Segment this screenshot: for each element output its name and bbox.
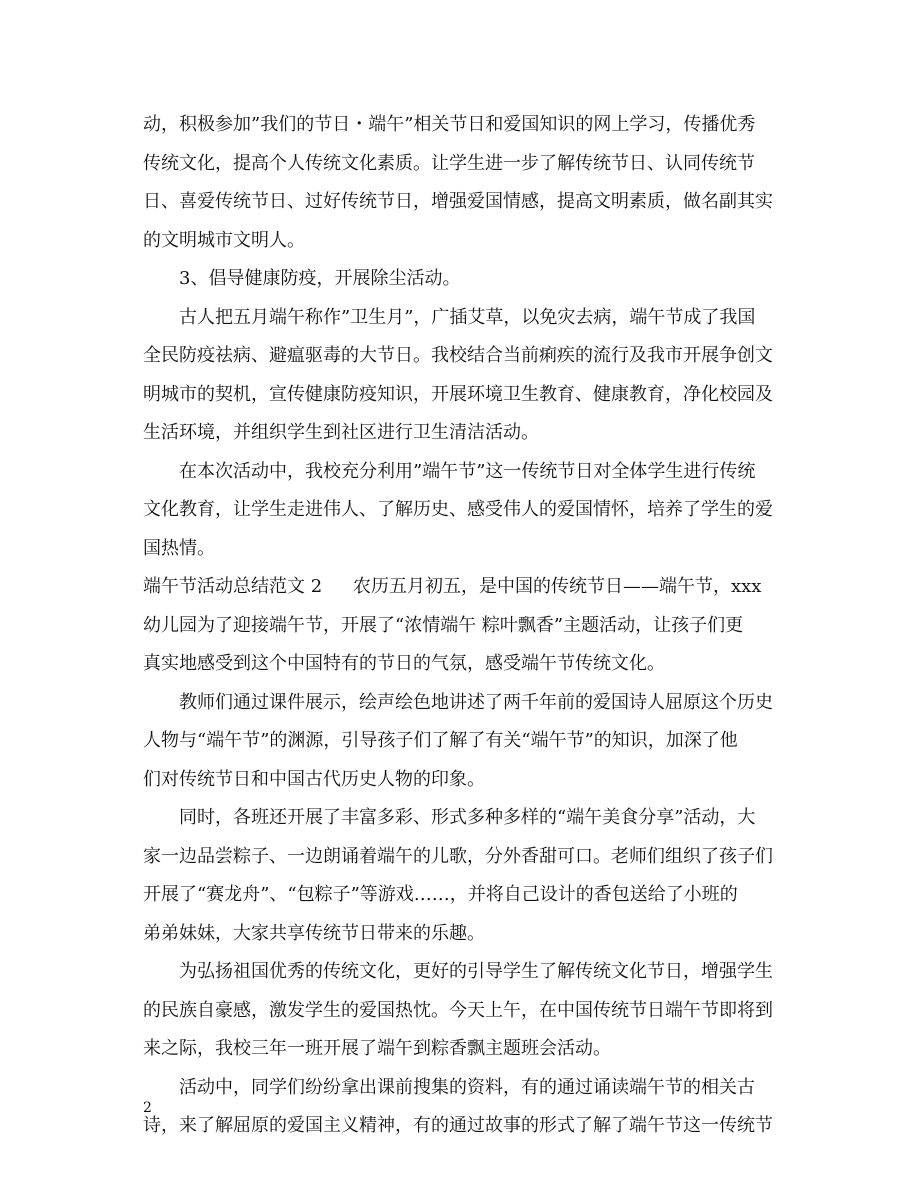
text-line: 的民族自豪感，激发学生的爱国热忱。今天上午，在中国传统节日端午节即将到 bbox=[143, 999, 773, 1021]
text-line: 家一边品尝粽子、一边朗诵着端午的儿歌，分外香甜可口。老师们组织了孩子们 bbox=[143, 845, 773, 867]
text-line: 生活环境，并组织学生到社区进行卫生清洁活动。 bbox=[143, 422, 539, 443]
text-line: 古人把五月端午称作”卫生月”，广插艾草，以免灾去病，端午节成了我国 bbox=[179, 306, 756, 328]
section-first-line: 农历五月初五，是中国的传统节日——端午节，xxx bbox=[353, 576, 762, 597]
section-heading-line bbox=[143, 568, 783, 607]
list-heading-3: 3、倡导健康防疫，开展除尘活动。 bbox=[179, 268, 461, 289]
text-line: 的文明城市文明人。 bbox=[143, 229, 305, 251]
text-line: 明城市的契机，宣传健康防疫知识，开展环境卫生教育、健康教育，净化校园及 bbox=[143, 383, 773, 405]
text-line: 同时，各班还开展了丰富多彩、形式多种多样的“端午美食分享”活动，大 bbox=[179, 807, 756, 828]
text-line: 日、喜爱传统节日、过好传统节日，增强爱国情感，提高文明素质，做名副其实 bbox=[143, 191, 773, 212]
text-line: 人物与“端午节”的渊源，引导孩子们了解了有关“端午节”的知识，加深了他 bbox=[143, 730, 738, 751]
page-number: 2 bbox=[143, 1100, 152, 1116]
text-line: 们对传统节日和中国古代历史人物的印象。 bbox=[143, 768, 485, 790]
text-line: 幼儿园为了迎接端午节，开展了“浓情端午 粽叶飘香”主题活动，让孩子们更 bbox=[143, 614, 744, 636]
text-line: 传统文化，提高个人传统文化素质。让学生进一步了解传统节日、认同传统节 bbox=[143, 152, 755, 174]
text-line: 为弘扬祖国优秀的传统文化，更好的引导学生了解传统文化节日，增强学生 bbox=[179, 961, 773, 982]
text-line: 诗，来了解屈原的爱国主义精神，有的通过故事的形式了解了端午节这一传统节 bbox=[143, 1115, 773, 1136]
text-line: 弟弟妹妹，大家共享传统节日带来的乐趣。 bbox=[143, 922, 485, 944]
text-line: 开展了“赛龙舟”、“包粽子”等游戏……，并将自己设计的香包送给了小班的 bbox=[143, 884, 738, 905]
text-line: 文化教育，让学生走进伟人、了解历史、感受伟人的爱国情怀，培养了学生的爱 bbox=[143, 499, 773, 520]
text-line: 来之际，我校三年一班开展了端午到粽香飘主题班会活动。 bbox=[143, 1038, 611, 1059]
text-line: 国热情。 bbox=[143, 537, 215, 559]
text-line: 全民防疫祛病、避瘟驱毒的大节日。我校结合当前痢疾的流行及我市开展争创文 bbox=[143, 345, 773, 366]
text-line: 活动中，同学们纷纷拿出课前搜集的资料，有的通过诵读端午节的相关古 bbox=[179, 1076, 755, 1098]
text-line: 真实地感受到这个中国特有的节日的气氛，感受端午节传统文化。 bbox=[143, 653, 665, 674]
body-text bbox=[143, 106, 783, 1146]
text-line: 在本次活动中，我校充分利用”端午节”这一传统节日对全体学生进行传统 bbox=[179, 460, 756, 482]
text-line: 动，积极参加”我们的节日・端午”相关节日和爱国知识的网上学习，传播优秀 bbox=[143, 114, 756, 135]
text-line: 教师们通过课件展示，绘声绘色地讲述了两千年前的爱国诗人屈原这个历史 bbox=[179, 691, 773, 713]
section-heading: 端午节活动总结范文 2 bbox=[143, 576, 323, 597]
